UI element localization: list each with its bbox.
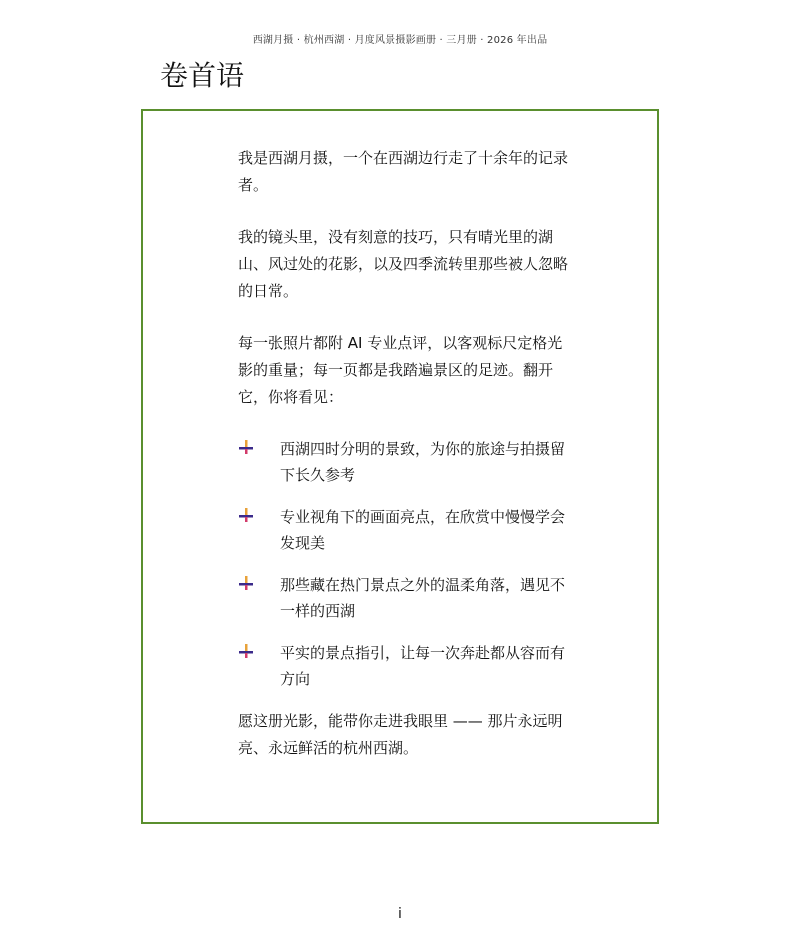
running-header: 西湖月摄 · 杭州西湖 · 月度风景摄影画册 · 三月册 · 2026 年出品 — [252, 35, 548, 46]
page-number: i — [398, 906, 402, 922]
intro-paragraph: 我是西湖月摄，一个在西湖边行走了十余年的记录者。 — [238, 149, 569, 194]
list-item-text: 西湖四时分明的景致，为你的旅途与拍摄留下长久参考 — [280, 440, 566, 484]
list-item — [238, 640, 568, 692]
pushpin-icon — [238, 644, 254, 660]
list-item — [238, 504, 568, 556]
pushpin-icon — [238, 576, 254, 592]
lens-paragraph: 我的镜头里，没有刻意的技巧，只有晴光里的湖山、风过处的花影，以及四季流转里那些被人忽略的日常。 — [238, 228, 569, 300]
closing-paragraph: 愿这册光影，能带你走进我眼里 —— 那片永远明亮、永远鲜活的杭州西湖。 — [238, 712, 563, 757]
preface-content — [238, 145, 568, 787]
pushpin-icon — [238, 440, 254, 456]
content-frame — [141, 109, 659, 824]
pushpin-icon — [238, 508, 254, 524]
page-title: 卷首语 — [160, 59, 245, 92]
list-item — [238, 572, 568, 624]
critique-paragraph: 每一张照片都附 AI 专业点评，以客观标尺定格光影的重量；每一页都是我踏遍景区的足迹。翻开它，你将看见： — [238, 334, 563, 406]
highlights-list — [238, 436, 568, 692]
list-item — [238, 436, 568, 488]
list-item-text: 平实的景点指引，让每一次奔赴都从容而有方向 — [280, 644, 566, 688]
list-item-text: 专业视角下的画面亮点，在欣赏中慢慢学会发现美 — [280, 508, 566, 552]
list-item-text: 那些藏在热门景点之外的温柔角落，遇见不一样的西湖 — [280, 576, 566, 620]
